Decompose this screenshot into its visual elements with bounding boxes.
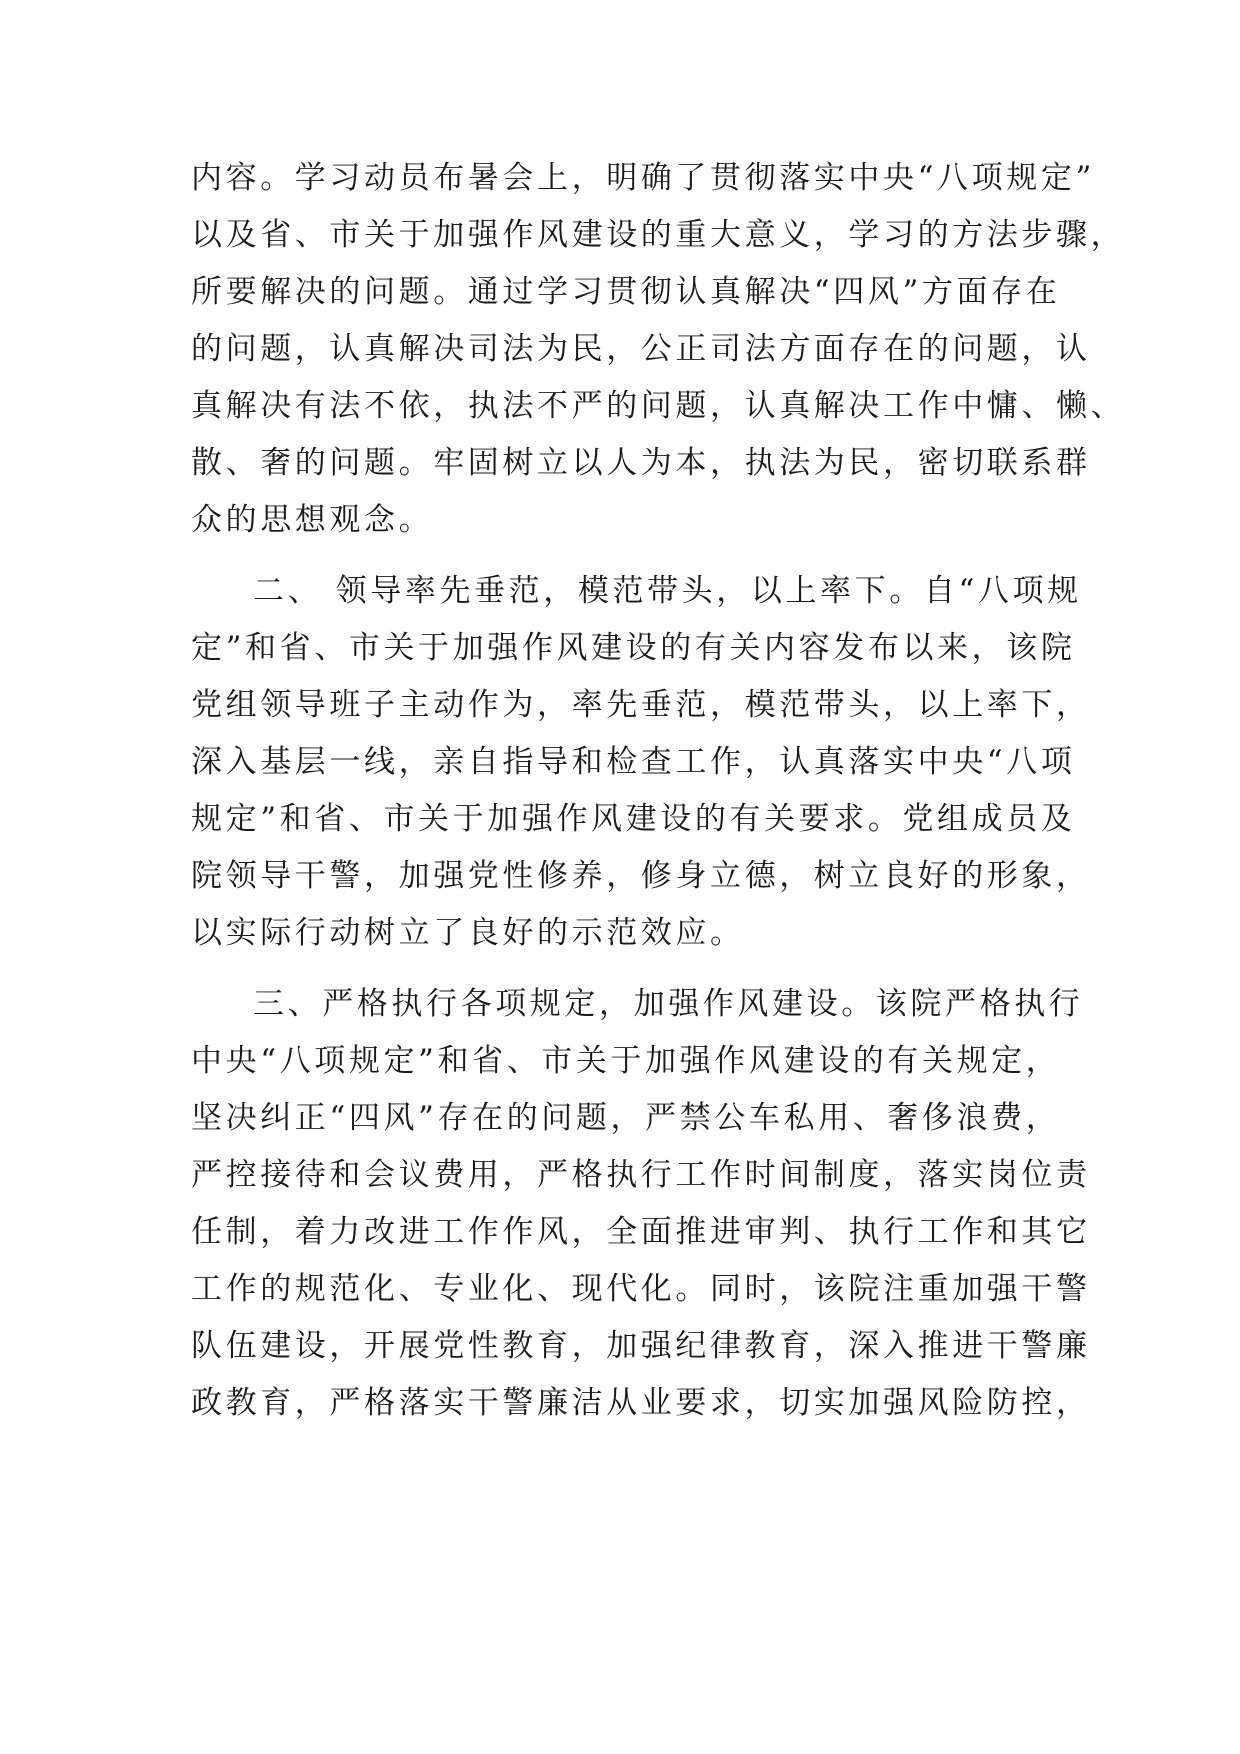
text-line: 任制，着力改进工作作风，全面推进审判、执行工作和其它 (191, 1214, 1091, 1250)
text-line: 党组领导班子主动作为，率先垂范，模范带头，以上率下， (191, 687, 1091, 723)
text-line: 中央“八项规定”和省、市关于加强作风建设的有关规定， (191, 1043, 1061, 1079)
text-line: 定”和省、市关于加强作风建设的有关内容发布以来，该院 (191, 630, 1076, 666)
text-line: 以及省、市关于加强作风建设的重大意义，学习的方法步骤， (191, 217, 1126, 253)
text-line: 众的思想观念。 (191, 502, 434, 538)
section-heading-line: 三、严格执行各项规定，加强作风建设。该院严格执行 (253, 986, 1084, 1022)
text-line: 坚决纠正“四风”存在的问题，严禁公车私用、奢侈浪费， (191, 1100, 1061, 1136)
text-line: 深入基层一线，亲自指导和检查工作，认真落实中央“八项 (191, 744, 1076, 780)
text-line: 真解决有法不依，执法不严的问题，认真解决工作中慵、懒、 (191, 388, 1126, 424)
text-line: 工作的规范化、专业化、现代化。同时，该院注重加强干警 (191, 1271, 1091, 1307)
section-heading-line: 二、 领导率先垂范，模范带头，以上率下。自“八项规 (253, 573, 1082, 609)
text-line: 政教育，严格落实干警廉洁从业要求，切实加强风险防控， (191, 1385, 1091, 1421)
text-line: 内容。学习动员布暑会上，明确了贯彻落实中央“八项规定” (191, 160, 1095, 196)
text-line: 以实际行动树立了良好的示范效应。 (191, 915, 745, 951)
text-line: 严控接待和会议费用，严格执行工作时间制度，落实岗位责 (191, 1157, 1091, 1193)
text-line: 散、奢的问题。牢固树立以人为本，执法为民，密切联系群 (191, 445, 1091, 481)
text-line: 院领导干警，加强党性修养，修身立德，树立良好的形象， (191, 858, 1091, 894)
text-line: 的问题，认真解决司法为民，公正司法方面存在的问题，认 (191, 331, 1091, 367)
text-line: 规定”和省、市关于加强作风建设的有关要求。党组成员及 (191, 801, 1076, 837)
text-line: 所要解决的问题。通过学习贯彻认真解决“四风”方面存在 (191, 274, 1061, 310)
text-line: 队伍建设，开展党性教育，加强纪律教育，深入推进干警廉 (191, 1328, 1091, 1364)
